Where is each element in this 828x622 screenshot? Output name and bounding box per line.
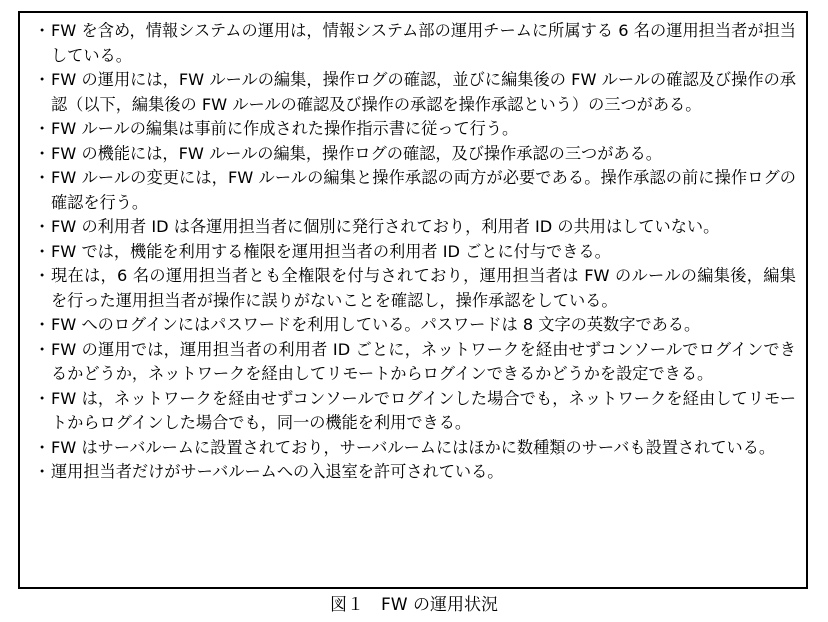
bullet-mark: ・ [34,462,51,481]
list-item [34,19,796,68]
item-text: FW は，ネットワークを経由せずコンソールでログインした場合でも，ネットワークを経由してリモートからログインした場合でも，同一の機能を利用できる。 [51,388,796,432]
item-text: 運用担当者だけがサーバルームへの入退室を許可されている。 [51,462,504,481]
item-text: FW はサーバルームに設置されており，サーバルームにはほかに数種類のサーバも設置されている。 [51,437,776,457]
bullet-mark: ・ [34,315,51,334]
bullet-mark: ・ [34,168,51,187]
list-item [34,68,796,117]
list-item [34,436,796,461]
list-item [34,117,796,142]
figure-caption: 図１ FW の運用状況 [330,595,498,615]
item-text: FW の利用者 ID は各運用担当者に個別に発行されており，利用者 ID の共用はしていない。 [51,217,720,236]
bullet-mark: ・ [34,339,51,359]
operation-status-list [20,13,806,485]
item-text: FW の機能には，FW ルールの編集，操作ログの確認，及び操作承認の三つがある。 [51,143,662,163]
bullet-mark: ・ [34,21,51,40]
list-item [34,166,796,215]
bullet-mark: ・ [34,241,51,261]
list-item [34,142,796,167]
list-item [34,460,796,485]
list-item [34,215,796,240]
item-text: FW へのログインにはパスワードを利用している。パスワードは 8 文字の英数字である。 [51,315,701,334]
bullet-mark: ・ [34,266,51,285]
item-text: FW ルールの変更には，FW ルールの編集と操作承認の両方が必要である。操作承認の前に操作ログの確認を行う。 [51,168,796,212]
bullet-mark: ・ [34,119,51,138]
figure-frame [18,11,808,589]
bullet-mark: ・ [34,437,51,457]
item-text: FW の運用では，運用担当者の利用者 ID ごとに，ネットワークを経由せずコンソールでログインできるかどうか，ネットワークを経由してリモートからログインできるかどうかを設定できる。 [51,339,796,383]
item-text: FW を含め，情報システムの運用は，情報システム部の運用チームに所属する 6 名の運用担当者が担当している。 [51,21,796,65]
list-item [34,338,796,387]
list-item [34,240,796,265]
item-text: 現在は，6 名の運用担当者とも全権限を付与されており，運用担当者は FW のルールの編集後，編集を行った運用担当者が操作に誤りがないことを確認し，操作承認をしている。 [51,266,796,310]
list-item [34,387,796,436]
bullet-mark: ・ [34,143,51,163]
list-item [34,264,796,313]
item-text: FW の運用には，FW ルールの編集，操作ログの確認，並びに編集後の FW ルールの確認及び操作の承認（以下，編集後の FW ルールの確認及び操作の承認を操作承認という）の三つがある。 [51,70,796,114]
bullet-mark: ・ [34,70,51,89]
list-item [34,313,796,338]
item-text: FW では，機能を利用する権限を運用担当者の利用者 ID ごとに付与できる。 [51,241,611,261]
bullet-mark: ・ [34,388,51,408]
bullet-mark: ・ [34,217,51,236]
item-text: FW ルールの編集は事前に作成された操作指示書に従って行う。 [51,119,519,138]
